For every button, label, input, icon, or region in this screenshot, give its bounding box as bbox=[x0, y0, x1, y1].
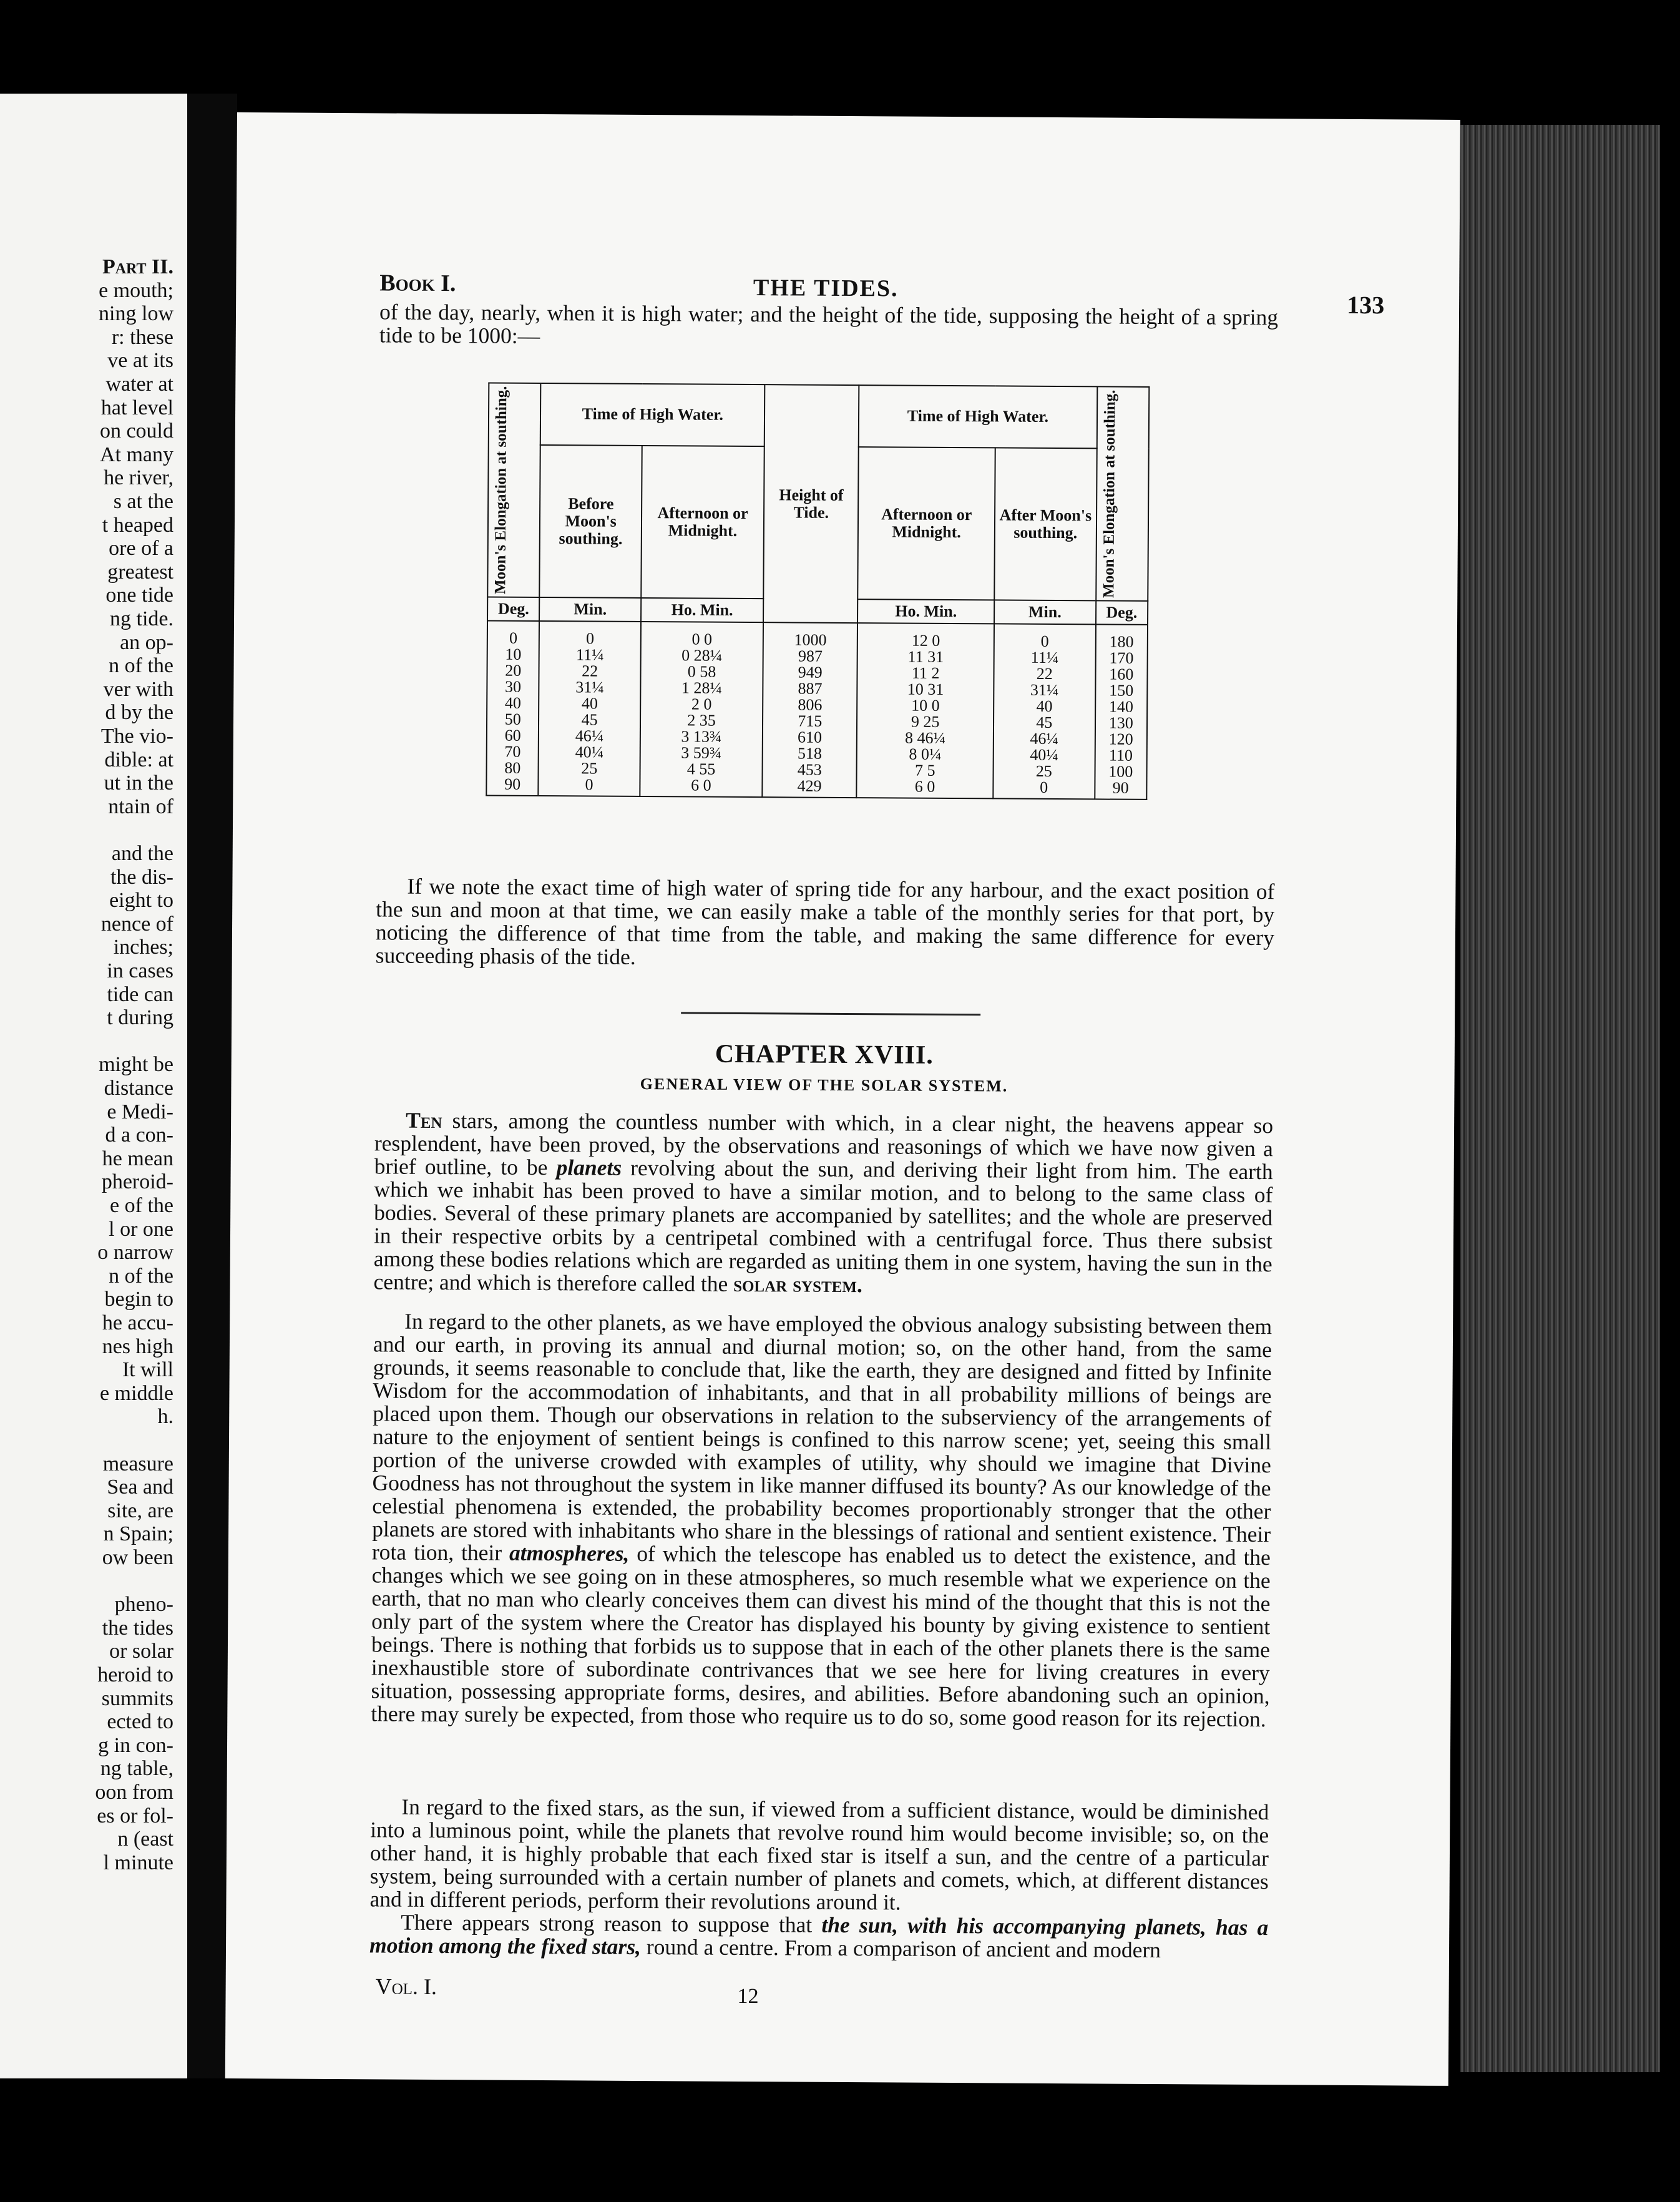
table-cell: 22 bbox=[1036, 665, 1053, 683]
left-page-line: oon from bbox=[95, 1781, 173, 1804]
left-page-line: he mean bbox=[102, 1147, 173, 1170]
left-page-line: It will bbox=[122, 1358, 173, 1382]
table-cell: 11 31 bbox=[907, 648, 944, 667]
table-cell: 429 bbox=[797, 776, 822, 796]
table-cell: 100 bbox=[1108, 762, 1133, 781]
time-high-water-left: Time of High Water. bbox=[540, 383, 764, 446]
table-cell: 130 bbox=[1108, 713, 1133, 733]
lead-word: Ten bbox=[406, 1107, 442, 1133]
left-page-line: measure bbox=[102, 1452, 173, 1475]
height-header: Height of Tide. bbox=[763, 384, 859, 623]
table-cell: 4 55 bbox=[686, 760, 716, 779]
left-page-line: inches; bbox=[113, 936, 173, 959]
left-page-line: begin to bbox=[104, 1288, 173, 1311]
col-deg-left bbox=[486, 621, 539, 796]
left-page-line: ore of a bbox=[109, 537, 173, 560]
homin-right-header: Ho. Min. bbox=[857, 600, 994, 624]
table-cell: 10 0 bbox=[911, 697, 940, 715]
left-page-line: d a con- bbox=[105, 1123, 173, 1147]
left-page-line: l or one bbox=[109, 1217, 173, 1241]
tide-table bbox=[486, 382, 1150, 800]
table-cell: 10 31 bbox=[907, 680, 944, 699]
left-page-line: e middle bbox=[99, 1381, 173, 1405]
left-page-line: ning low bbox=[99, 302, 173, 326]
table-cell: 170 bbox=[1109, 648, 1134, 668]
chapter-subtitle: GENERAL VIEW OF THE SOLAR SYSTEM. bbox=[640, 1074, 1008, 1095]
table-cell: 2 35 bbox=[687, 711, 716, 730]
left-page-fragment bbox=[0, 94, 187, 2078]
table-cell: 0 bbox=[1040, 632, 1049, 651]
left-page-line: Sea and bbox=[107, 1475, 173, 1499]
left-page-line: an op- bbox=[120, 630, 173, 654]
left-page-line: nes high bbox=[102, 1334, 173, 1358]
table-cell: 45 bbox=[581, 710, 598, 729]
table-cell: 12 0 bbox=[911, 632, 940, 650]
table-cell: 46¼ bbox=[1030, 730, 1059, 748]
intro-text: of the day, nearly, when it is high water; and the height of the tide, supposing the height of a spring tide to be 1000:— bbox=[379, 299, 1279, 348]
left-page-line: Part II. bbox=[102, 255, 173, 278]
table-cell: 1000 bbox=[794, 630, 827, 650]
deg-left-header: Deg. bbox=[487, 597, 540, 622]
left-page-line: summits bbox=[101, 1686, 173, 1710]
table-cell: 20 bbox=[505, 662, 522, 680]
table-cell: 11¼ bbox=[1030, 648, 1059, 667]
table-cell: 30 bbox=[505, 678, 522, 697]
left-page-line: r: these bbox=[111, 325, 173, 349]
table-cell: 1 28¼ bbox=[681, 678, 722, 698]
paragraph-2: In regard to the other planets, as we have employed the obvious analogy subsisting between them and our earth, in proving its annual and diurnal motion; so, on the other hand, from the same grounds, it seems reasonable to conclude that, like the earth, they are designed and fitted by Infinite Wisdom for the accommodation of inhabitants, and that in all probability millions of beings are placed upon them. Though our observations in relation to the subserviency of the arrangements of nature to the enjoyment of sentient beings is confined to this narrow scene; yet, seeing this small portion of the universe crowded with examples of utility, why should we imagine that Divine Goodness has not throughout the system in like manner diffused its bounty? As our knowledge of the celestial phenomena is extended, the probability becomes proportionably stronger that the other planets are stored with inhabitants who share in the blessings of rational and sentient existence. Their rota tion, their atmospheres, of which the telescope has enabled us to detect the existence, and the changes which we see going on in these atmospheres, so much resemble what we experience on the earth, that no man who clearly conceives them can divest his mind of the thought that this is not the only part of the system where the Creator has displayed his bounty by giving existence to sentient beings. There is nothing that forbids us to suppose that in each of the other planets there is the same inexhaustible store of subordinate contrivances that we see here for living creatures in every situation, possessing appropriate forms, desires, and abilities. Before abandoning such an opinion, there may surely be expected, from those who require us to do so, some good reason for its rejection. bbox=[371, 1308, 1272, 1732]
table-cell: 610 bbox=[797, 728, 823, 747]
col-before-min bbox=[539, 621, 641, 796]
table-cell: 25 bbox=[1035, 762, 1052, 781]
left-page-line: nence of bbox=[100, 912, 173, 936]
min-left-header: Min. bbox=[539, 597, 641, 622]
left-page-line: ntain of bbox=[108, 795, 173, 818]
table-cell: 11 2 bbox=[911, 664, 940, 683]
left-page-line: hat level bbox=[100, 396, 173, 419]
page-number: 133 bbox=[1347, 290, 1385, 320]
table-cell: 949 bbox=[798, 663, 823, 682]
col-elong-right-header: Moon's Elongation at southing. bbox=[1096, 386, 1150, 601]
left-page-line: n of the bbox=[109, 654, 173, 678]
table-cell: 0 bbox=[585, 629, 595, 648]
footer-volume: Vol. I. bbox=[375, 1974, 437, 2000]
table-cell: 3 59¾ bbox=[681, 743, 722, 763]
left-page-line: he accu- bbox=[102, 1311, 173, 1334]
left-page-line: ver with bbox=[103, 677, 173, 701]
left-page-line: water at bbox=[105, 373, 173, 396]
table-cell: 0 0 bbox=[691, 630, 713, 649]
table-cell: 6 0 bbox=[691, 776, 711, 795]
left-page-line: t heaped bbox=[102, 513, 173, 537]
header-book: Book I. bbox=[379, 270, 456, 297]
col-height bbox=[762, 623, 857, 798]
chapter-title: CHAPTER XVIII. bbox=[715, 1039, 934, 1070]
table-cell: 0 bbox=[509, 629, 518, 648]
table-cell: 0 bbox=[585, 775, 593, 794]
table-cell: 6 0 bbox=[914, 778, 935, 796]
table-cell: 2 0 bbox=[691, 695, 712, 714]
left-page-line: e Medi- bbox=[107, 1100, 173, 1123]
chapter-rule bbox=[681, 1012, 980, 1015]
left-page-line: might be bbox=[99, 1053, 173, 1077]
left-page-line: n of the bbox=[109, 1264, 173, 1288]
left-page-line: distance bbox=[104, 1077, 173, 1100]
table-cell: 46¼ bbox=[575, 727, 604, 746]
table-cell: 31¼ bbox=[575, 678, 604, 697]
left-page-line: n (east bbox=[117, 1828, 173, 1851]
table-cell: 0 58 bbox=[687, 662, 716, 682]
left-page-line: ected to bbox=[107, 1710, 173, 1734]
table-cell: 45 bbox=[1036, 713, 1053, 732]
left-page-line: or solar bbox=[109, 1640, 173, 1663]
left-page-line: d by the bbox=[105, 701, 173, 725]
table-cell: 0 bbox=[1040, 778, 1048, 797]
table-cell: 40 bbox=[504, 694, 522, 713]
after-header: After Moon's southing. bbox=[994, 448, 1096, 601]
table-cell: 40 bbox=[581, 694, 598, 713]
table-cell: 80 bbox=[504, 759, 521, 778]
left-page-line: t during bbox=[107, 1006, 173, 1030]
signature-mark: 12 bbox=[737, 1984, 759, 2009]
paragraph-1: Ten stars, among the countless number with which, in a clear night, the heavens appear so resplendent, have been proved, by the observations and reasonings of which we have now given a brief outline, to be planets revolving about the sun, and deriving their light from him. The earth which we inhabit has been proved to have a similar motion, and to belong to the same class of bodies. Several of these primary planets are accompanied by satellites; and the whole are preserved in their respective orbits by a centripetal combined with a centrifugal force. Thus there subsist among these bodies relations which are regarded as uniting them in one system, having the sun in the centre; and which is therefore called the solar system. bbox=[373, 1107, 1274, 1298]
table-cell: 140 bbox=[1108, 697, 1134, 717]
table-cell: 11¼ bbox=[576, 645, 604, 665]
left-page-line: one tide bbox=[105, 584, 173, 607]
after-table-paragraph: If we note the exact time of high water of spring tide for any harbour, and the exact position of the sun and moon at that time, we can easily make a table of the monthly series for that port, by noticing the difference of that time from the table, and making the same difference for every succeeding phasis of the tide. bbox=[375, 873, 1275, 969]
homin-left-header: Ho. Min. bbox=[641, 598, 763, 622]
table-cell: 518 bbox=[797, 744, 823, 763]
col-deg-right bbox=[1095, 625, 1148, 800]
left-page-line: e mouth; bbox=[99, 278, 173, 302]
page-edges bbox=[1460, 125, 1660, 2072]
left-page-line: ng tide. bbox=[110, 607, 173, 630]
table-cell: 7 5 bbox=[914, 761, 935, 780]
col-afternoon-left bbox=[640, 622, 763, 797]
table-cell: 90 bbox=[1112, 779, 1129, 798]
table-cell: 40 bbox=[1036, 697, 1053, 716]
left-page-line: l minute bbox=[103, 1851, 173, 1874]
afternoon-right-header: Afternoon or Midnight. bbox=[858, 447, 995, 600]
left-page-line: pheno- bbox=[114, 1593, 173, 1617]
table-cell: 25 bbox=[581, 759, 598, 778]
table-cell: 90 bbox=[504, 775, 521, 794]
table-cell: 40¼ bbox=[1030, 746, 1058, 765]
left-page-line: At many bbox=[99, 443, 173, 466]
table-cell: 160 bbox=[1109, 665, 1134, 684]
left-page-line: ow been bbox=[102, 1546, 173, 1569]
left-page-line: e of the bbox=[110, 1194, 173, 1217]
table-cell: 180 bbox=[1109, 632, 1134, 652]
table-cell: 150 bbox=[1109, 681, 1134, 700]
left-page-line: tide can bbox=[107, 982, 173, 1006]
table-cell: 9 25 bbox=[911, 713, 940, 732]
min-right-header: Min. bbox=[994, 600, 1096, 625]
paragraph-3: In regard to the fixed stars, as the sun, if viewed from a sufficient distance, would be diminished into a luminous point, while the planets that revolve round him would become invisible; so, on the other hand, it is highly probable that each fixed star is itself a sun, and the centre of a particular system, being surrounded with a certain number of planets and comets, which, at different distances and in different periods, perform their revolutions around it. bbox=[369, 1794, 1269, 1915]
left-page-line: ut in the bbox=[104, 771, 173, 795]
left-page-line: The vio- bbox=[100, 725, 173, 748]
table-cell: 8 0¼ bbox=[909, 745, 942, 764]
left-page-line: es or fol- bbox=[97, 1804, 173, 1828]
table-cell: 887 bbox=[798, 679, 823, 698]
col-elong-left-header: Moon's Elongation at southing. bbox=[487, 383, 541, 597]
left-page-line: g in con- bbox=[98, 1733, 173, 1757]
table-cell: 0 28¼ bbox=[681, 646, 723, 665]
table-cell: 22 bbox=[582, 662, 598, 680]
table-cell: 40¼ bbox=[575, 743, 604, 762]
left-page-line: s at the bbox=[113, 490, 173, 513]
left-page-line: pheroid- bbox=[101, 1170, 173, 1194]
col-after-min bbox=[993, 624, 1095, 800]
table-cell: 120 bbox=[1108, 730, 1133, 749]
left-page-line: o narrow bbox=[97, 1241, 173, 1265]
left-page-line: he river, bbox=[104, 466, 173, 490]
table-cell: 453 bbox=[797, 760, 822, 780]
left-page-line: site, are bbox=[107, 1499, 173, 1522]
left-page-line: on could bbox=[99, 419, 173, 443]
left-page-line: greatest bbox=[107, 560, 173, 584]
table-cell: 110 bbox=[1108, 746, 1133, 765]
left-page-line: the tides bbox=[102, 1616, 173, 1640]
time-high-water-right: Time of High Water. bbox=[859, 385, 1097, 448]
deg-right-header: Deg. bbox=[1096, 601, 1148, 625]
table-cell: 3 13¾ bbox=[681, 727, 722, 746]
left-page-line: and the bbox=[111, 842, 173, 865]
table-cell: 806 bbox=[798, 695, 823, 715]
table-cell: 50 bbox=[504, 710, 521, 729]
table-cell: 987 bbox=[798, 647, 823, 666]
paragraph-4: There appears strong reason to suppose that the sun, with his accompanying planets, has a motion among the fixed stars, round a centre. From a comparison of ancient and modern bbox=[369, 1909, 1269, 1963]
left-page-line: n Spain; bbox=[103, 1522, 173, 1546]
left-page-line: in cases bbox=[107, 959, 173, 982]
header-title: THE TIDES. bbox=[753, 275, 899, 302]
before-header: Before Moon's southing. bbox=[540, 445, 642, 599]
table-cell: 31¼ bbox=[1030, 681, 1059, 700]
left-page-line: eight to bbox=[109, 889, 173, 913]
left-page-line: ve at its bbox=[107, 349, 173, 373]
table-cell: 10 bbox=[505, 645, 522, 664]
book-page bbox=[225, 112, 1460, 2086]
afternoon-left-header: Afternoon or Midnight. bbox=[641, 446, 764, 599]
left-page-line: heroid to bbox=[97, 1663, 173, 1686]
left-page-line: ng table, bbox=[100, 1757, 173, 1781]
table-cell: 70 bbox=[504, 743, 521, 761]
table-cell: 60 bbox=[504, 727, 521, 745]
left-page-line: the dis- bbox=[110, 865, 173, 889]
table-cell: 715 bbox=[798, 712, 823, 731]
table-cell: 8 46¼ bbox=[904, 728, 946, 748]
left-page-line: h. bbox=[157, 1405, 173, 1429]
left-page-line: dible: at bbox=[104, 748, 173, 771]
col-afternoon-right bbox=[857, 624, 995, 799]
